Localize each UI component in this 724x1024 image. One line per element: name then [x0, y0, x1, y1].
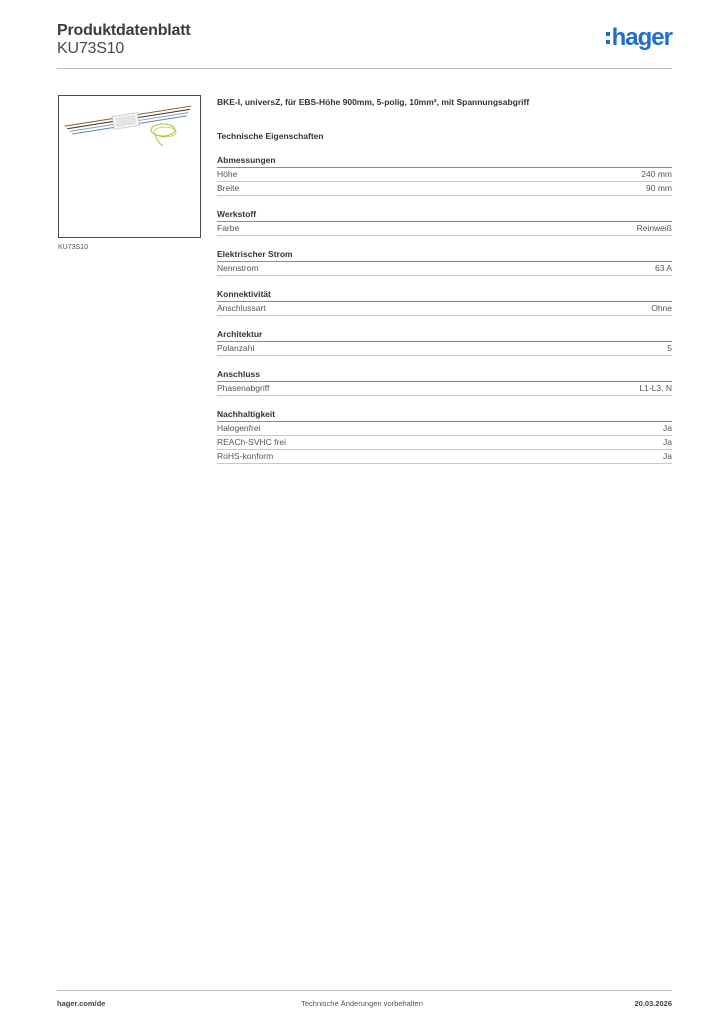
spec-label: RoHS-konform — [217, 451, 274, 461]
spec-row — [217, 382, 672, 396]
spec-group-anschluss — [217, 369, 672, 396]
spec-value: Ja — [663, 423, 672, 433]
group-title: Nachhaltigkeit — [217, 409, 672, 422]
spec-row — [217, 168, 672, 182]
spec-value: Reinweiß — [636, 223, 672, 233]
spec-value: 63 A — [654, 263, 672, 273]
group-title: Anschluss — [217, 369, 672, 382]
page-header — [57, 22, 672, 68]
spec-value: Ja — [663, 437, 672, 447]
spec-row — [217, 262, 672, 276]
spec-value: Ohne — [651, 303, 672, 313]
product-image-frame — [58, 95, 201, 238]
product-image-caption: KU73S10 — [58, 244, 88, 251]
spec-label: Höhe — [217, 169, 238, 179]
spec-group-architektur — [217, 329, 672, 356]
spec-label: Phasenabgriff — [217, 383, 270, 393]
group-title: Konnektivität — [217, 289, 672, 302]
spec-row — [217, 182, 672, 196]
spec-group-elektrischer-strom — [217, 249, 672, 276]
spec-group-werkstoff — [217, 209, 672, 236]
logo-dots-icon — [606, 32, 610, 44]
spec-row — [217, 302, 672, 316]
hager-logo — [606, 26, 672, 50]
spec-group-abmessungen — [217, 155, 672, 196]
group-title: Architektur — [217, 329, 672, 342]
product-description: BKE-I, universZ, für EBS-Höhe 900mm, 5-polig, 10mm², mit Spannungsabgriff — [217, 97, 530, 107]
spec-row — [217, 436, 672, 450]
spec-value: Ja — [663, 451, 672, 461]
footer-notice: Technische Änderungen vorbehalten — [301, 999, 423, 1008]
spec-label: Halogenfrei — [217, 423, 261, 433]
spec-label: Breite — [217, 183, 240, 193]
spec-row — [217, 342, 672, 356]
document-title: Produktdatenblatt — [57, 22, 191, 39]
spec-value: 5 — [667, 343, 672, 353]
spec-label: Anschlussart — [217, 303, 266, 313]
product-code: KU73S10 — [57, 40, 125, 57]
section-heading: Technische Eigenschaften — [217, 131, 324, 141]
spec-label: REACh-SVHC frei — [217, 437, 286, 447]
footer-date: 20.03.2026 — [634, 999, 672, 1008]
spec-label: Nennstrom — [217, 263, 259, 273]
busbar-adapter-image — [59, 96, 200, 237]
group-title: Werkstoff — [217, 209, 672, 222]
spec-value: 240 mm — [641, 169, 672, 179]
spec-row — [217, 222, 672, 236]
spec-label: Farbe — [217, 223, 240, 233]
header-divider — [57, 68, 672, 69]
spec-value: 90 mm — [646, 183, 672, 193]
spec-value: L1-L3, N — [639, 383, 672, 393]
spec-group-konnektivitaet — [217, 289, 672, 316]
footer-website: hager.com/de — [57, 999, 106, 1008]
spec-row — [217, 422, 672, 436]
spec-content — [217, 96, 672, 464]
group-title: Elektrischer Strom — [217, 249, 672, 262]
spec-group-nachhaltigkeit — [217, 409, 672, 464]
spec-label: Polanzahl — [217, 343, 255, 353]
footer-divider — [57, 990, 672, 991]
logo-text: hager — [611, 24, 672, 51]
spec-row — [217, 450, 672, 464]
group-title: Abmessungen — [217, 155, 672, 168]
